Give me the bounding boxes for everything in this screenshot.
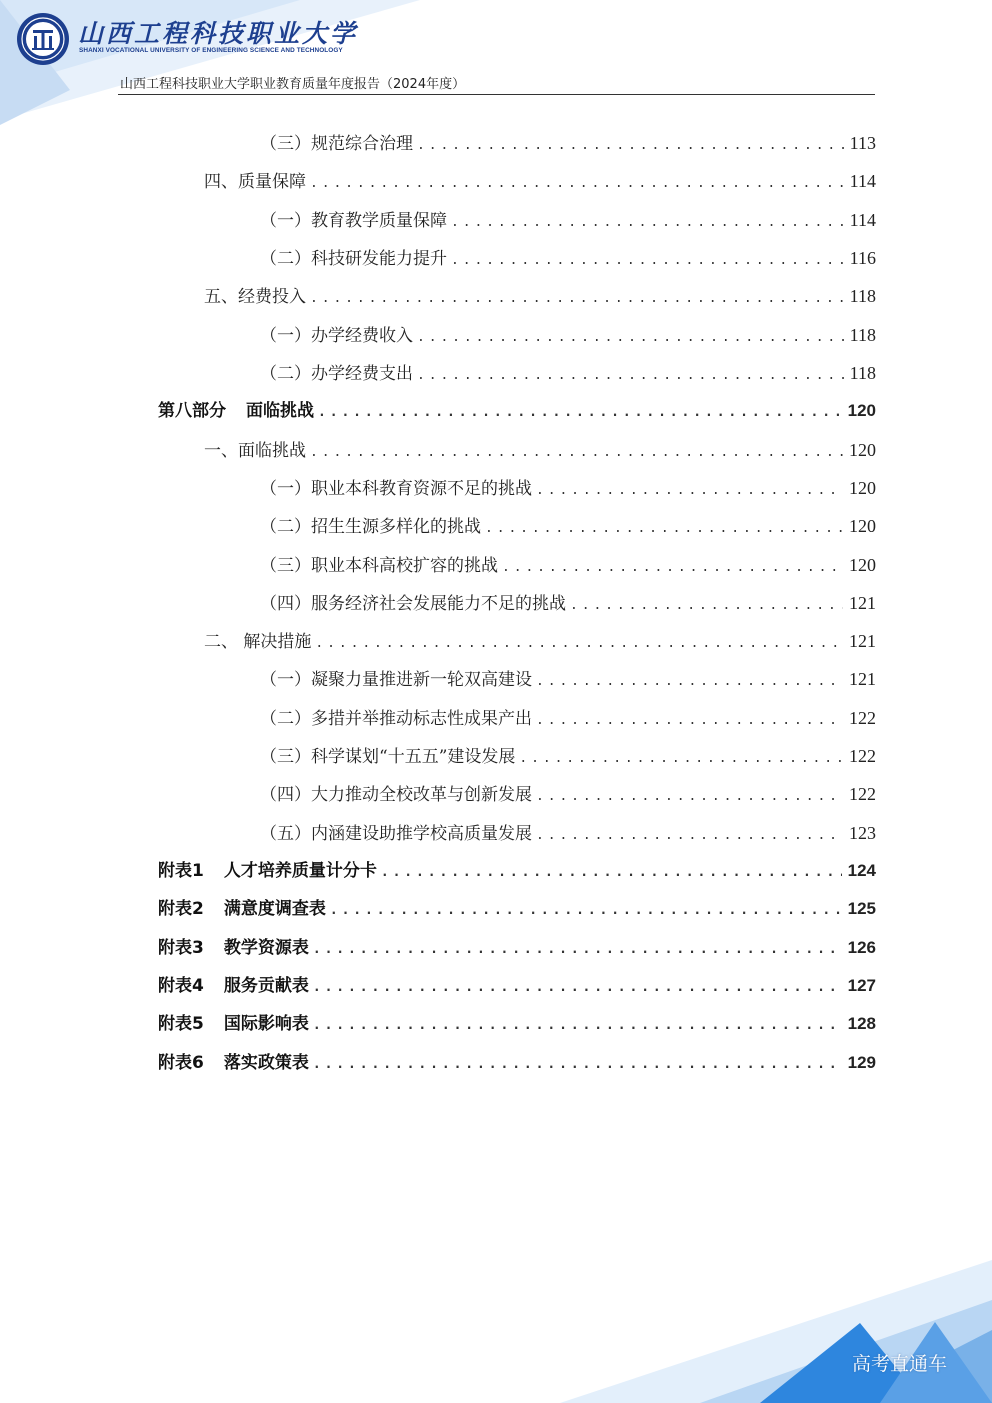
toc-entry[interactable]: （四）服务经济社会发展能力不足的挑战 ..... 121: [260, 589, 876, 617]
header-divider: [118, 94, 875, 95]
toc-entry[interactable]: 五、经费投入 ..... 118: [204, 282, 876, 310]
appendix-title: 国际影响表: [223, 1014, 309, 1034]
appendix-title: 服务贡献表: [223, 976, 309, 996]
toc-entry[interactable]: （二）办学经费支出 ..... 118: [260, 359, 876, 387]
appendix-label: 附表1: [158, 861, 204, 881]
appendix-title: 满意度调查表: [223, 899, 326, 919]
toc-entry[interactable]: 四、质量保障 ..... 114: [204, 167, 876, 195]
toc-appendix-entry[interactable]: 附表5 国际影响表 ..... 128: [158, 1010, 876, 1038]
toc-entry[interactable]: （一）职业本科教育资源不足的挑战 ..... 120: [260, 474, 876, 502]
appendix-title: 人才培养质量计分卡: [223, 861, 377, 881]
toc-entry[interactable]: （三）科学谋划“十五五”建设发展 ..... 122: [260, 742, 876, 770]
part-label: 第八部分: [158, 401, 226, 421]
toc-part-heading[interactable]: 第八部分 面临挑战 ..... 120: [158, 397, 876, 425]
toc-entry[interactable]: （一）办学经费收入 ..... 118: [260, 321, 876, 349]
report-title: 山西工程科技职业大学职业教育质量年度报告（2024年度）: [120, 77, 466, 92]
page-header: [0, 0, 992, 100]
toc-entry[interactable]: （二）招生生源多样化的挑战 ..... 120: [260, 512, 876, 540]
toc-entry[interactable]: 二、 解决措施 ..... 121: [204, 627, 876, 655]
toc-entry[interactable]: （一）教育教学质量保障 ..... 114: [260, 206, 876, 234]
toc-appendix-entry[interactable]: 附表3 教学资源表 ..... 126: [158, 934, 876, 962]
appendix-label: 附表5: [158, 1014, 204, 1034]
appendix-label: 附表2: [158, 899, 204, 919]
toc-appendix-entry[interactable]: 附表6 落实政策表 ..... 129: [158, 1049, 876, 1077]
toc-entry[interactable]: （一）凝聚力量推进新一轮双高建设 ..... 121: [260, 665, 876, 693]
toc-appendix-entry[interactable]: 附表2 满意度调查表 ..... 125: [158, 895, 876, 923]
appendix-label: 附表3: [158, 938, 204, 958]
toc-entry[interactable]: （四）大力推动全校改革与创新发展 ..... 122: [260, 780, 876, 808]
appendix-label: 附表4: [158, 976, 204, 996]
toc-entry[interactable]: （三）职业本科高校扩容的挑战 ..... 120: [260, 551, 876, 579]
appendix-label: 附表6: [158, 1053, 204, 1073]
toc-entry[interactable]: （三）规范综合治理 ..... 113: [260, 129, 876, 157]
appendix-title: 教学资源表: [223, 938, 309, 958]
watermark-text: 高考直通车: [852, 1353, 948, 1375]
appendix-title: 落实政策表: [223, 1053, 309, 1073]
toc-entry[interactable]: （二）科技研发能力提升 ..... 116: [260, 244, 876, 272]
toc-entry[interactable]: （五）内涵建设助推学校高质量发展 ..... 123: [260, 819, 876, 847]
toc-appendix-entry[interactable]: 附表4 服务贡献表 ..... 127: [158, 972, 876, 1000]
toc-entry[interactable]: （二）多措并举推动标志性成果产出 ..... 122: [260, 704, 876, 732]
school-emblem-icon: [16, 12, 70, 66]
school-name-logo: 山西工程科技职业大学: [78, 19, 359, 48]
part-title: 面临挑战: [246, 401, 314, 421]
toc-appendix-entry[interactable]: 附表1 人才培养质量计分卡 ..... 124: [158, 857, 876, 885]
toc-entry[interactable]: 一、面临挑战 ..... 120: [204, 436, 876, 464]
school-name-english: SHANXI VOCATIONAL UNIVERSITY OF ENGINEERING SCIENCE AND TECHNOLOGY: [79, 47, 343, 54]
